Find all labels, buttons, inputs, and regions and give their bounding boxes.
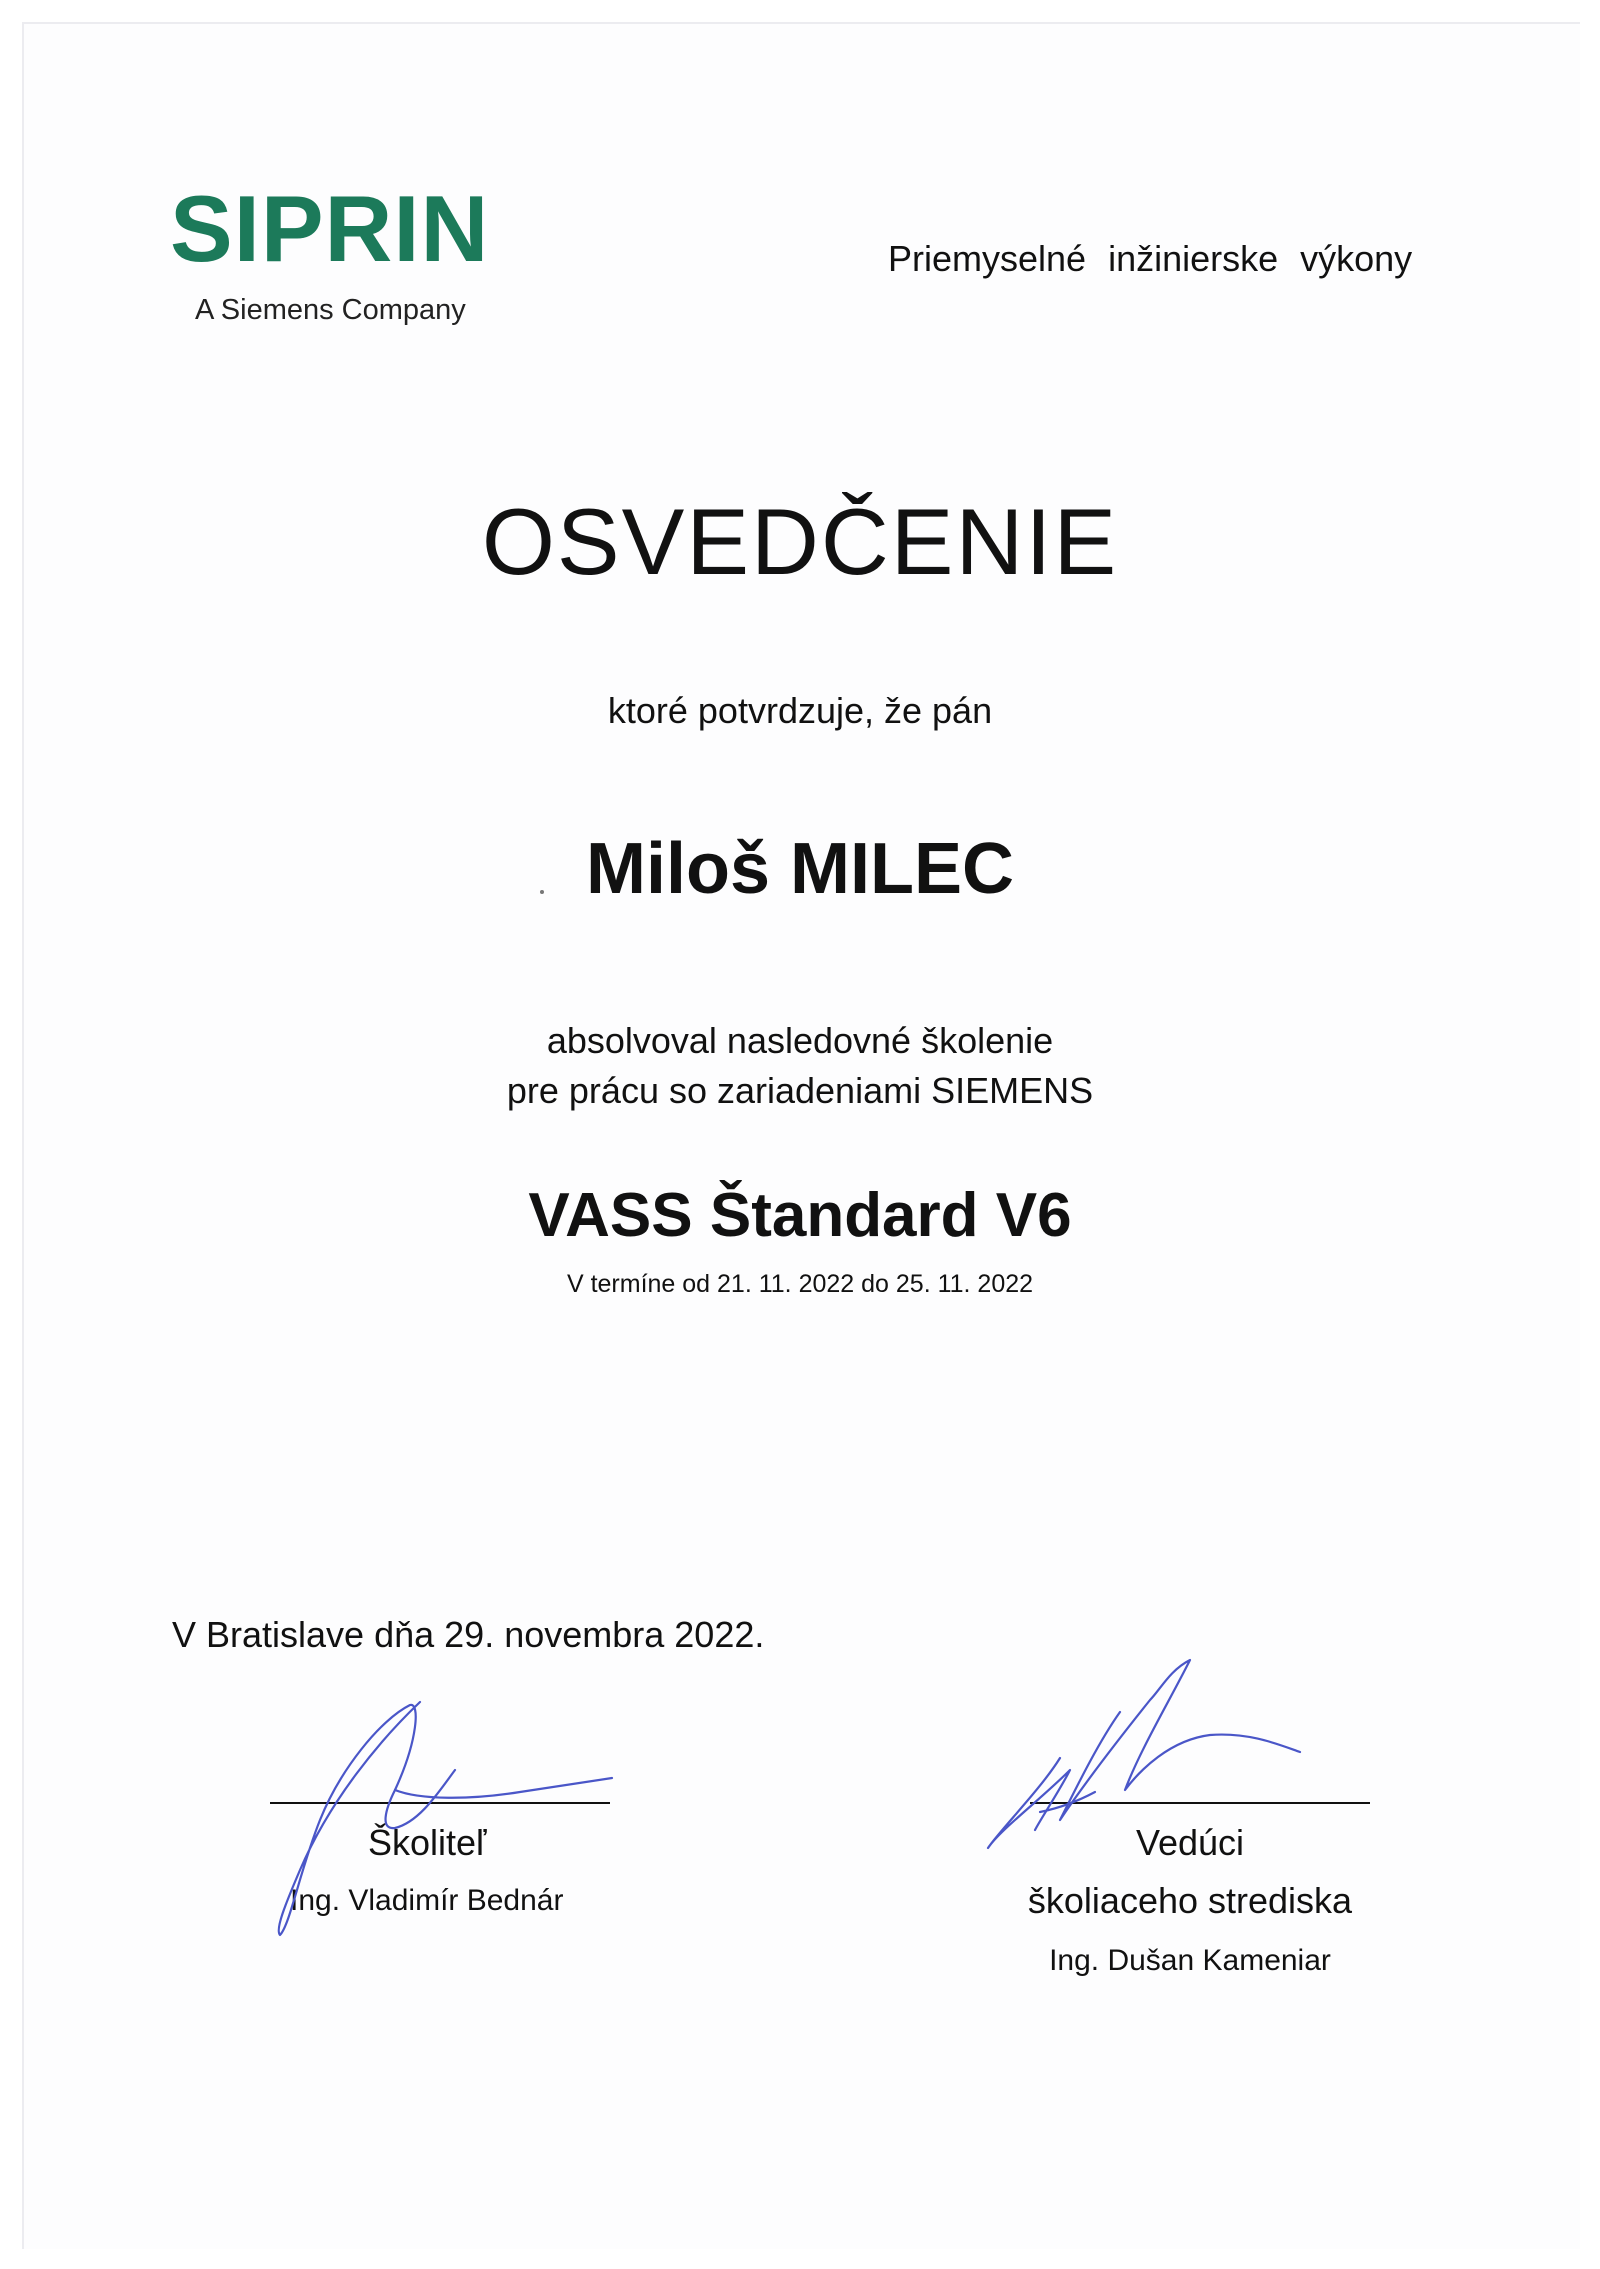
certificate-title: OSVEDČENIE — [481, 489, 1119, 594]
head-role-line-2: školiaceho strediska — [1027, 1880, 1353, 1921]
company-logo: SIPRIN — [170, 176, 490, 281]
statement-line-2: pre prácu so zariadeniami SIEMENS — [506, 1070, 1094, 1111]
course-term: V termíne od 21. 11. 2022 do 25. 11. 2022 — [566, 1270, 1034, 1298]
course-name: VASS Štandard V6 — [528, 1181, 1072, 1250]
scan-speck — [540, 890, 544, 894]
head-role-line-1: Vedúci — [1135, 1822, 1245, 1863]
statement-line-1: absolvoval nasledovné školenie — [546, 1020, 1054, 1061]
company-logo-subtitle: A Siemens Company — [195, 294, 466, 326]
trainer-role: Školiteľ — [368, 1822, 487, 1863]
company-tagline: Priemyselné inžinierske výkony — [888, 238, 1413, 279]
place-and-date: V Bratislave dňa 29. novembra 2022. — [172, 1614, 765, 1655]
head-name: Ing. Dušan Kameniar — [1049, 1944, 1331, 1977]
signature-line-left — [270, 1802, 610, 1804]
trainer-name: Ing. Vladimír Bednár — [290, 1884, 564, 1917]
certificate-intro: ktoré potvrdzuje, že pán — [607, 690, 993, 731]
signature-line-right — [1030, 1802, 1370, 1804]
recipient-name: Miloš MILEC — [586, 829, 1014, 909]
